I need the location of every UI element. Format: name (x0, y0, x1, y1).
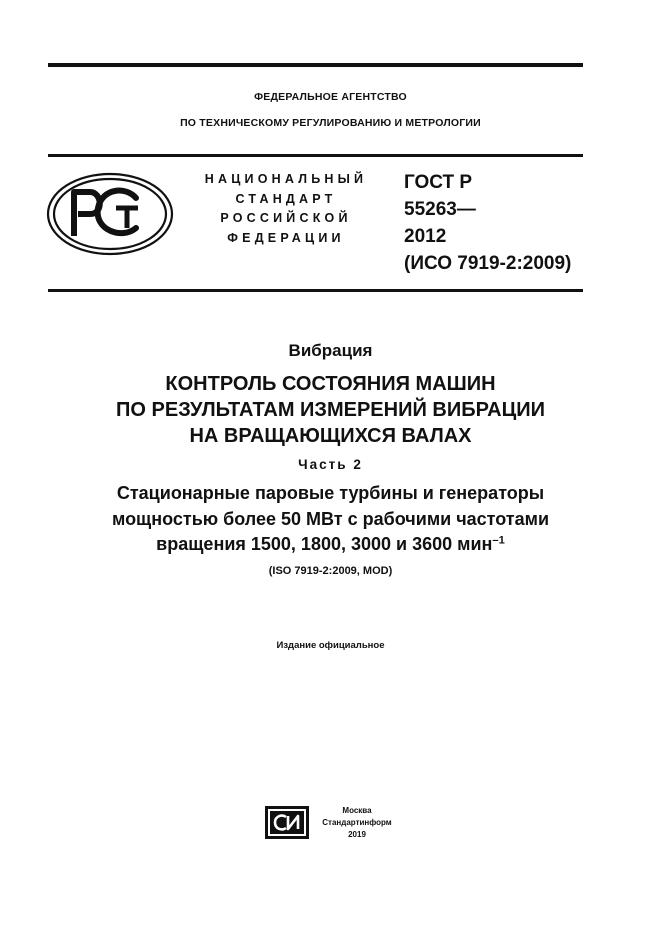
edition-label: Издание официальное (276, 640, 385, 651)
standard-block-top-rule (48, 154, 583, 157)
top-rule (48, 63, 583, 67)
publisher-city: Москва (342, 806, 372, 815)
subtitle-superscript: –1 (492, 534, 505, 547)
agency-line-1: ФЕДЕРАЛЬНОЕ АГЕНТСТВО (254, 91, 407, 103)
topic-title: Вибрация (288, 341, 373, 360)
publisher-year: 2019 (348, 830, 366, 839)
subtitle-line-3-text: вращения 1500, 1800, 3000 и 3600 мин (156, 534, 493, 554)
standartinform-logo-icon (265, 806, 309, 839)
rst-certification-logo (46, 172, 174, 256)
national-standard-line-3: РОССИЙСКОЙ (220, 211, 352, 225)
rst-logo-icon (46, 172, 174, 256)
standard-block-bottom-rule (48, 289, 583, 292)
part-label: Часть 2 (298, 457, 363, 472)
subtitle-line-2: мощностью более 50 МВт с рабочими частотами (111, 509, 550, 529)
subtitle-line-3 (0, 532, 661, 557)
gost-designation-line-1: ГОСТ Р (404, 172, 473, 193)
main-title-line-2: ПО РЕЗУЛЬТАТАМ ИЗМЕРЕНИЙ ВИБРАЦИИ (116, 399, 545, 421)
iso-reference: (ISO 7919-2:2009, MOD) (268, 565, 393, 577)
standartinform-logo (265, 806, 309, 839)
national-standard-line-4: ФЕДЕРАЦИИ (227, 231, 345, 245)
subtitle-line-1: Стационарные паровые турбины и генераторы (116, 483, 545, 503)
main-title-line-1: КОНТРОЛЬ СОСТОЯНИЯ МАШИН (165, 373, 496, 395)
publisher-name: Стандартинформ (322, 818, 392, 827)
gost-designation-line-4: (ИСО 7919-2:2009) (404, 253, 572, 274)
national-standard-line-1: НАЦИОНАЛЬНЫЙ (204, 172, 368, 186)
main-title-line-3: НА ВРАЩАЮЩИХСЯ ВАЛАХ (189, 425, 472, 447)
gost-designation-line-3: 2012 (404, 226, 447, 247)
gost-designation-line-2: 55263— (404, 199, 476, 220)
national-standard-line-2: СТАНДАРТ (235, 192, 337, 206)
agency-line-2: ПО ТЕХНИЧЕСКОМУ РЕГУЛИРОВАНИЮ И МЕТРОЛОГИИ (180, 117, 481, 129)
